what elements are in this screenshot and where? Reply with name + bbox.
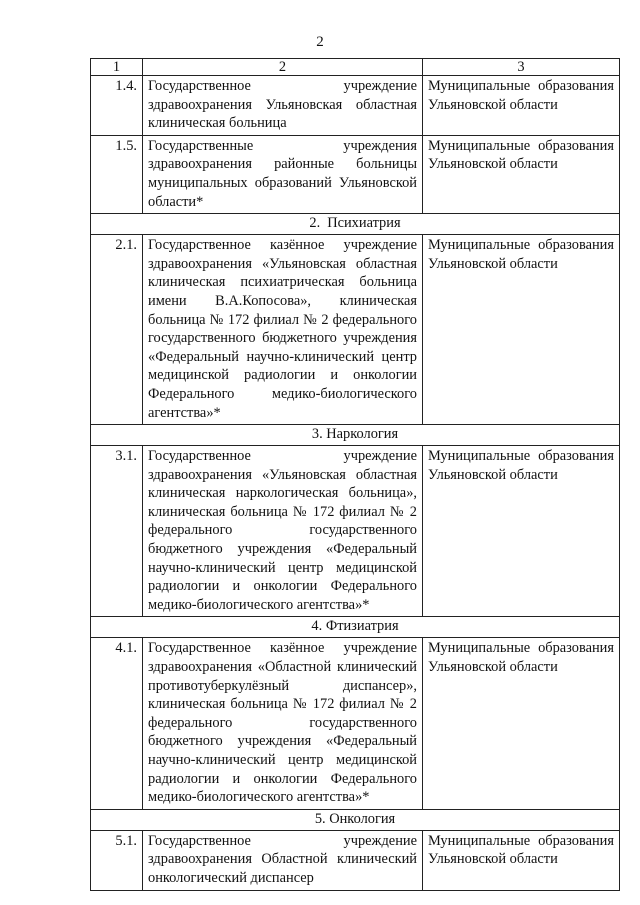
institution-cell: Государственное казённое учреждение здравоохранения «Областной клинический противотуберкулёзный диспансер», клиническая больница № 172 филиал № 2 федерального государственного бюджетного учреждения «Федеральный научно-клинический центр медицинской радиологии и онкологии Федерального медико-биологического агентства»* (143, 638, 423, 809)
column-header-1: 1 (91, 59, 143, 76)
section-row (91, 617, 620, 638)
table-row (91, 830, 620, 890)
section-row (91, 809, 620, 830)
section-title: Наркология (326, 426, 399, 443)
row-number: 2.1. (91, 235, 143, 425)
section-number: 3. (311, 426, 323, 443)
column-header-3: 3 (423, 59, 620, 76)
section-row (91, 214, 620, 235)
row-number: 1.5. (91, 135, 143, 213)
section-row (91, 425, 620, 446)
table-row (91, 638, 620, 809)
municipality-cell: Муниципальные образования Ульяновской области (423, 446, 620, 617)
section-number: 4. (311, 618, 323, 635)
institution-cell: Государственные учреждения здравоохранения районные больницы муниципальных образований Ульяновской области* (143, 135, 423, 213)
row-number: 5.1. (91, 830, 143, 890)
table-row (91, 446, 620, 617)
municipality-cell: Муниципальные образования Ульяновской области (423, 135, 620, 213)
row-number: 4.1. (91, 638, 143, 809)
table-header-row (91, 59, 620, 76)
institution-cell: Государственное учреждение здравоохранения «Ульяновская областная клиническая наркологическая больница», клиническая больница № 172 филиал № 2 федерального государственного бюджетного учреждения «Федеральный научно-клинический центр медицинской радиологии и онкологии Федерального медико-биологического агентства»* (143, 446, 423, 617)
row-number: 1.4. (91, 76, 143, 136)
municipality-cell: Муниципальные образования Ульяновской области (423, 235, 620, 425)
table-row (91, 135, 620, 213)
section-heading (91, 617, 620, 638)
table-row (91, 235, 620, 425)
institutions-table (90, 58, 620, 891)
section-title: Онкология (329, 810, 396, 827)
institution-cell: Государственное учреждение здравоохранения Областной клинический онкологический диспансер (143, 830, 423, 890)
section-number: 2. (309, 215, 321, 232)
section-title: Психиатрия (327, 215, 401, 232)
institution-cell: Государственное казённое учреждение здравоохранения «Ульяновская областная клиническая психиатрическая больница имени В.А.Копосова», клиническая больница № 172 филиал № 2 федерального государственного бюджетного учреждения «Федеральный научно-клинический центр медицинской радиологии и онкологии Федерального медико-биологического агентства»* (143, 235, 423, 425)
section-title: Фтизиатрия (325, 618, 399, 635)
section-heading (91, 425, 620, 446)
municipality-cell: Муниципальные образования Ульяновской области (423, 76, 620, 136)
institution-cell: Государственное учреждение здравоохранения Ульяновская областная клиническая больница (143, 76, 423, 136)
column-header-2: 2 (143, 59, 423, 76)
table-row (91, 76, 620, 136)
page-number: 2 (316, 34, 324, 50)
municipality-cell: Муниципальные образования Ульяновской области (423, 830, 620, 890)
municipality-cell: Муниципальные образования Ульяновской области (423, 638, 620, 809)
row-number: 3.1. (91, 446, 143, 617)
section-heading (91, 809, 620, 830)
section-number: 5. (314, 810, 326, 827)
section-heading (91, 214, 620, 235)
